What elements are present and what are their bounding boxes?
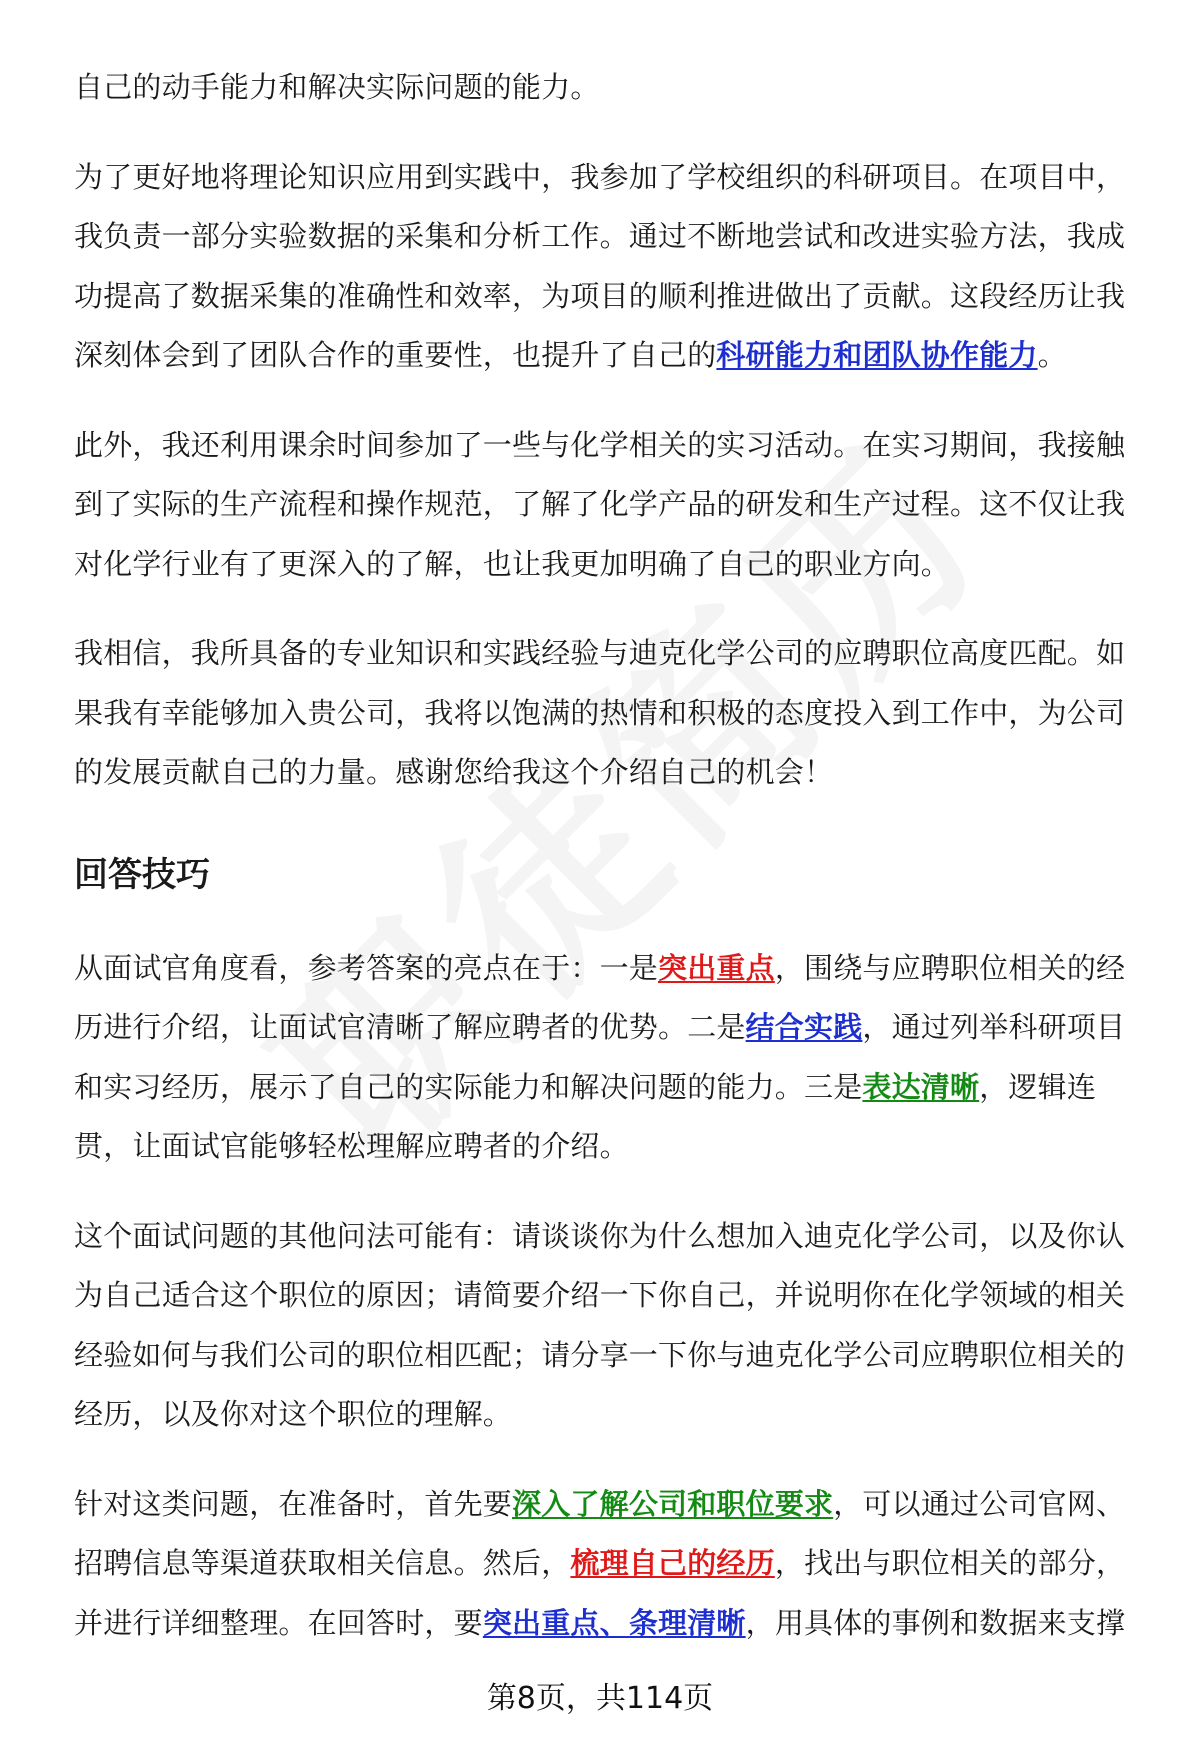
- paragraph-7-text-1: 针对这类问题，在准备时，首先要: [74, 1486, 513, 1521]
- paragraph-7-text-3: ，找出与职位相关的部分，并进行详细整理。在回答时，要: [74, 1546, 1126, 1640]
- paragraph-4: 我相信，我所具备的专业知识和实践经验与迪克化学公司的应聘职位高度匹配。如果我有幸能够加入贵公司，我将以饱满的热情和积极的态度投入到工作中，为公司的发展贡献自己的力量。感谢您给我这个介绍自己的机会！: [74, 636, 1126, 789]
- paragraph-5-text-2: ，围绕与应聘职位相关的经历进行介绍，让面试官清晰了解应聘者的优势。二是: [74, 950, 1126, 1044]
- paragraph-3: 此外，我还利用课余时间参加了一些与化学相关的实习活动。在实习期间，我接触到了实际的生产流程和操作规范，了解了化学产品的研发和生产过程。这不仅让我对化学行业有了更深入的了解，也让我更加明确了自己的职业方向。: [74, 427, 1126, 581]
- highlight-research-ability: 科研能力和团队协作能力: [716, 338, 1038, 372]
- page-number: 第8页，共114页: [486, 1681, 714, 1716]
- highlight-clarity: 表达清晰: [862, 1069, 980, 1104]
- document-body: [74, 58, 1149, 1683]
- highlight-company-research: 深入了解公司和职位要求: [512, 1486, 834, 1521]
- paragraph-7-text-2: ，可以通过公司官网、招聘信息等渠道获取相关信息。然后，: [74, 1486, 1126, 1580]
- paragraph-7: [74, 1475, 1149, 1654]
- highlight-sort-experience: 梳理自己的经历: [570, 1546, 775, 1580]
- highlight-focus: 突出重点: [658, 950, 775, 985]
- highlight-structured-answer: 突出重点、条理清晰: [482, 1605, 746, 1640]
- paragraph-7-text-4: ，用具体的事例和数据来支撑: [745, 1605, 1126, 1640]
- paragraph-2: [74, 148, 1149, 386]
- paragraph-5-text-4: ，逻辑连贯，让面试官能够轻松理解应聘者的介绍。: [74, 1069, 1097, 1163]
- paragraph-1: 自己的动手能力和解决实际问题的能力。: [74, 70, 600, 104]
- paragraph-5-text-1: 从面试官角度看，参考答案的亮点在于：一是: [74, 950, 659, 985]
- paragraph-5: [74, 939, 1149, 1177]
- paragraph-2-text: 为了更好地将理论知识应用到实践中，我参加了学校组织的科研项目。在项目中，我负责一部分实验数据的采集和分析工作。通过不断地尝试和改进实验方法，我成功提高了数据采集的准确性和效率，为项目的顺利推进做出了贡献。这段经历让我深刻体会到了团队合作的重要性，也提升了自己的: [74, 159, 1126, 372]
- highlight-practice: 结合实践: [745, 1010, 863, 1044]
- section-heading: 回答技巧: [74, 854, 210, 895]
- paragraph-5-text-3: ，通过列举科研项目和实习经历，展示了自己的实际能力和解决问题的能力。三是: [74, 1010, 1126, 1104]
- paragraph-2-end: 。: [1037, 338, 1067, 372]
- paragraph-6: 这个面试问题的其他问法可能有：请谈谈你为什么想加入迪克化学公司，以及你认为自己适合这个职位的原因；请简要介绍一下你自己，并说明你在化学领域的相关经验如何与我们公司的职位相匹配；请分享一下你与迪克化学公司应聘职位相关的经历，以及你对这个职位的理解。: [74, 1218, 1126, 1431]
